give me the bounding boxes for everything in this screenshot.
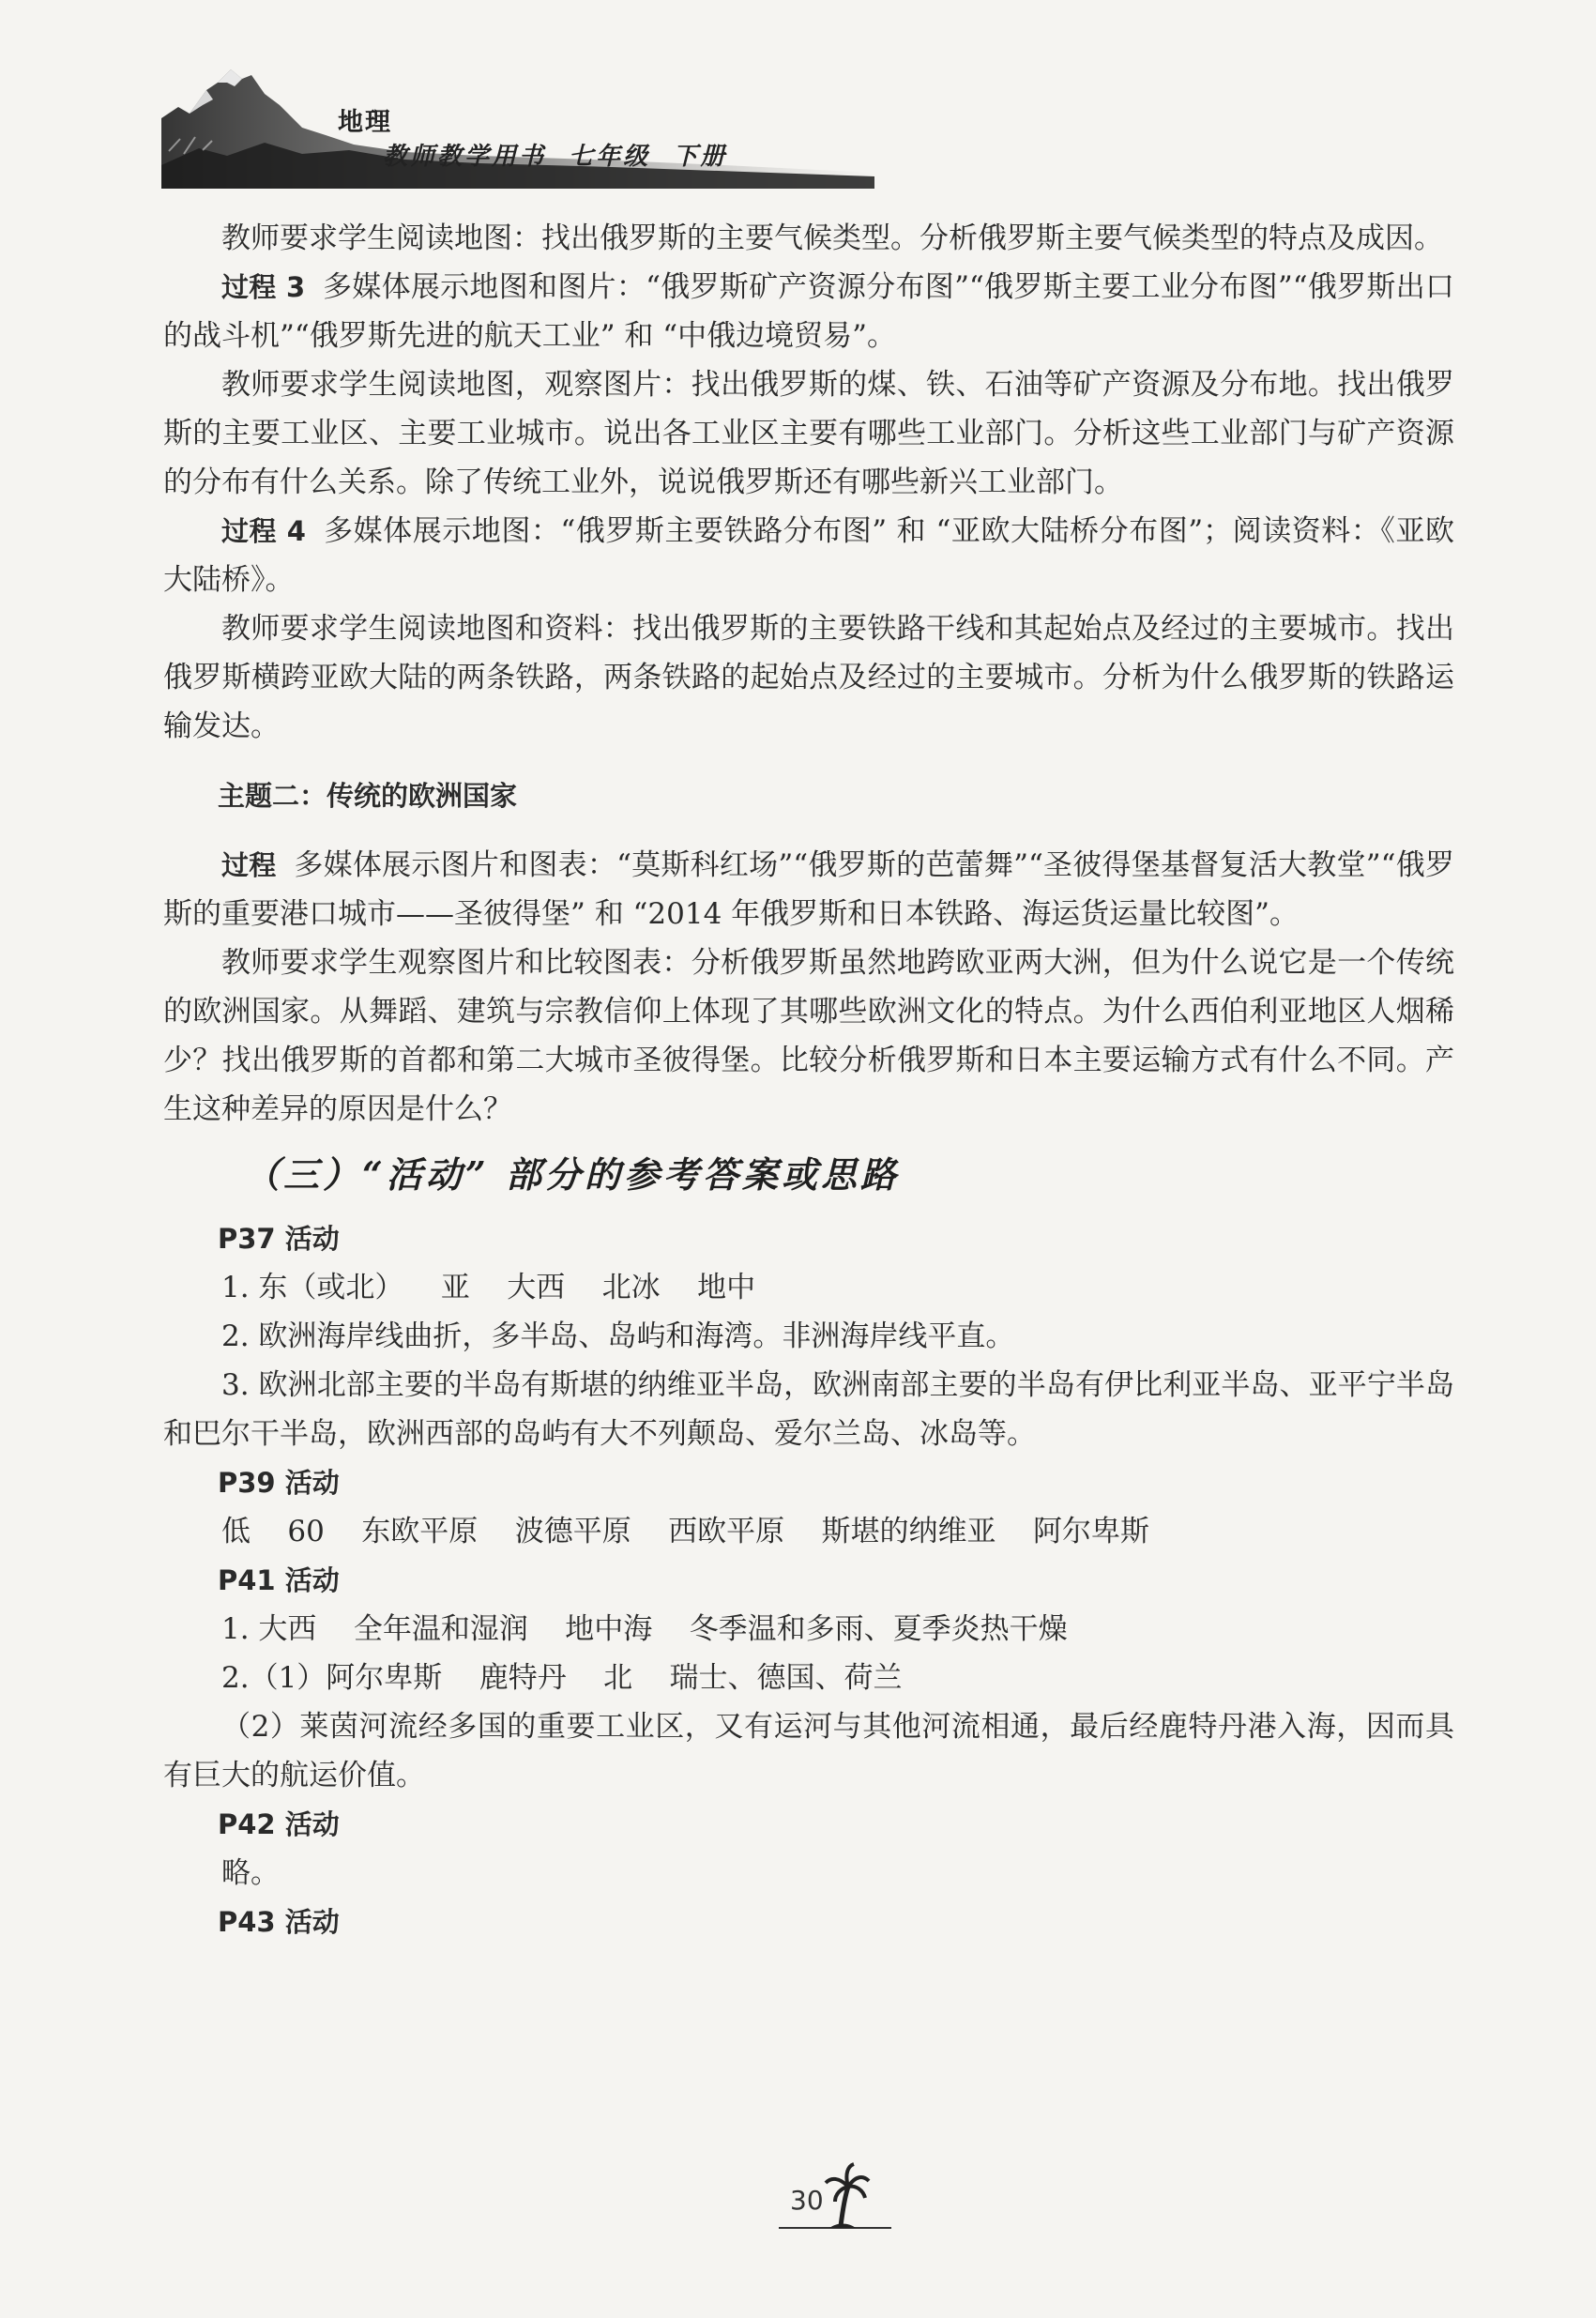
answer-line: 2. 欧洲海岸线曲折，多半岛、岛屿和海湾。非洲海岸线平直。 bbox=[221, 1319, 1015, 1353]
answer-line: 低 60 东欧平原 波德平原 西欧平原 斯堪的纳维亚 阿尔卑斯 bbox=[221, 1515, 1149, 1548]
paragraph: 教师要求学生阅读地图：找出俄罗斯的主要气候类型。分析俄罗斯主要气候类型的特点及成因。 bbox=[221, 221, 1443, 255]
answer-line: 2.（1）阿尔卑斯 鹿特丹 北 瑞士、德国、荷兰 bbox=[221, 1661, 903, 1695]
activity-label-p43: P43 活动 bbox=[218, 1906, 340, 1938]
page-body bbox=[163, 214, 1454, 1946]
paragraph-process-3 bbox=[163, 263, 1454, 360]
answer-line: 1. 东（或北） 亚 大西 北冰 地中 bbox=[221, 1271, 756, 1304]
header-subject: 地理 bbox=[338, 108, 392, 137]
answer-line: （2）莱茵河流经多国的重要工业区，又有运河与其他河流相通，最后经鹿特丹港入海，因而具有巨大的航运价值。 bbox=[163, 1710, 1454, 1792]
page-footer bbox=[751, 2149, 901, 2234]
answer-line: 1. 大西 全年温和湿润 地中海 冬季温和多雨、夏季炎热干燥 bbox=[221, 1612, 1068, 1646]
paragraph-process-4 bbox=[163, 507, 1454, 604]
paragraph-text: 多媒体展示地图：“俄罗斯主要铁路分布图” 和 “亚欧大陆桥分布图”；阅读资料：《亚欧大陆桥》。 bbox=[163, 514, 1454, 597]
paragraph: 教师要求学生观察图片和比较图表：分析俄罗斯虽然地跨欧亚两大洲，但为什么说它是一个传统的欧洲国家。从舞蹈、建筑与宗教信仰上体现了其哪些欧洲文化的特点。为什么西伯利亚地区人烟稀少？找出俄罗斯的首都和第二大城市圣彼得堡。比较分析俄罗斯和日本主要运输方式有什么不同。产生这种差异的原因是什么？ bbox=[163, 946, 1454, 1126]
paragraph-process bbox=[163, 841, 1454, 938]
paragraph-text: 多媒体展示地图和图片：“俄罗斯矿产资源分布图”“俄罗斯主要工业分布图”“俄罗斯出口的战斗机”“俄罗斯先进的航天工业” 和 “中俄边境贸易”。 bbox=[163, 270, 1454, 353]
activity-label-p42: P42 活动 bbox=[218, 1808, 340, 1840]
paragraph: 教师要求学生阅读地图和资料：找出俄罗斯的主要铁路干线和其起始点及经过的主要城市。找出俄罗斯横跨亚欧大陆的两条铁路，两条铁路的起始点及经过的主要城市。分析为什么俄罗斯的铁路运输发达。 bbox=[163, 612, 1454, 743]
process-label: 过程 bbox=[221, 849, 277, 881]
process-label: 过程 4 bbox=[221, 515, 306, 547]
page-header bbox=[161, 62, 874, 193]
activity-label-p37: P37 活动 bbox=[218, 1223, 340, 1255]
mountain-banner-icon bbox=[161, 62, 874, 193]
header-book-title: 教师教学用书 七年级 下册 bbox=[383, 143, 728, 171]
answer-line: 3. 欧洲北部主要的半岛有斯堪的纳维亚半岛，欧洲南部主要的半岛有伊比利亚半岛、亚平宁半岛和巴尔干半岛，欧洲西部的岛屿有大不列颠岛、爱尔兰岛、冰岛等。 bbox=[163, 1368, 1454, 1451]
answer-line: 略。 bbox=[221, 1856, 280, 1890]
topic-heading: 主题二：传统的欧洲国家 bbox=[218, 780, 518, 812]
paragraph-text: 多媒体展示图片和图表：“莫斯科红场”“俄罗斯的芭蕾舞”“圣彼得堡基督复活大教堂”“俄罗斯的重要港口城市——圣彼得堡” 和 “2014 年俄罗斯和日本铁路、海运货运量比较图”。 bbox=[163, 848, 1454, 931]
activity-label-p41: P41 活动 bbox=[218, 1564, 340, 1596]
section-title: （三）“活动” 部分的参考答案或思路 bbox=[244, 1153, 900, 1196]
paragraph: 教师要求学生阅读地图，观察图片：找出俄罗斯的煤、铁、石油等矿产资源及分布地。找出俄罗斯的主要工业区、主要工业城市。说出各工业区主要有哪些工业部门。分析这些工业部门与矿产资源的分布有什么关系。除了传统工业外，说说俄罗斯还有哪些新兴工业部门。 bbox=[163, 368, 1454, 499]
activity-label-p39: P39 活动 bbox=[218, 1467, 340, 1499]
page-number: 30 bbox=[790, 2185, 824, 2216]
palm-tree-icon bbox=[751, 2149, 901, 2234]
process-label: 过程 3 bbox=[221, 271, 306, 303]
